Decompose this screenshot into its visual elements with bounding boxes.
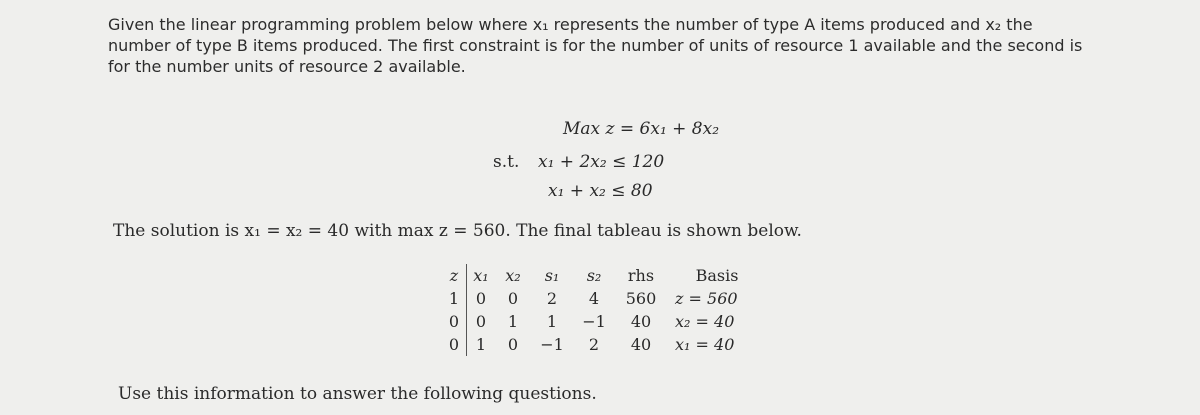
tableau-header-cell: z: [449, 266, 459, 285]
tableau-header-cell: Basis: [695, 266, 739, 285]
tableau-header-row: [442, 264, 767, 287]
tableau-row: [442, 333, 767, 356]
tableau-row: [442, 287, 767, 310]
final-tableau: [442, 264, 768, 356]
tableau-cell: 4: [588, 289, 600, 308]
tableau-cell: 1: [546, 312, 558, 331]
problem-intro: [108, 14, 1083, 77]
tableau-header-cell: s₁: [544, 266, 560, 285]
tableau-cell: 0: [507, 335, 519, 354]
tableau-cell: 40: [630, 335, 652, 354]
tableau-cell: 2: [588, 335, 600, 354]
tableau-cell: 0: [507, 289, 519, 308]
tableau-cell: −1: [540, 335, 564, 354]
tableau-cell: 1: [448, 289, 460, 308]
intro-text: Given the linear programming problem below where x₁ represents the number of type A items produced and x₂ the number of type B items produced. The first constraint is for the number of units of resource 1 available and the second is for the number units of resource 2 available.: [108, 15, 1083, 76]
tableau-header-cell: rhs: [627, 266, 655, 285]
tableau-cell: 560: [625, 289, 657, 308]
instruction-footer: Use this information to answer the following questions.: [118, 384, 597, 404]
objective-function: Max z = 6x₁ + 8x₂: [563, 119, 720, 139]
tableau-cell: 0: [467, 287, 496, 310]
tableau-cell: 0: [448, 335, 460, 354]
tableau-basis-cell: x₁ = 40: [675, 335, 735, 354]
tableau-cell: 0: [448, 312, 460, 331]
tableau-cell: 1: [507, 312, 519, 331]
tableau-header-cell: s₂: [586, 266, 602, 285]
subject-to-label: s.t.: [493, 152, 520, 172]
tableau-header-cell: x₁: [467, 264, 496, 287]
tableau-basis-cell: x₂ = 40: [675, 312, 735, 331]
tableau-cell: 0: [467, 310, 496, 333]
constraint-2: x₁ + x₂ ≤ 80: [548, 181, 653, 201]
constraint-1: x₁ + 2x₂ ≤ 120: [538, 152, 665, 172]
tableau-basis-cell: z = 560: [675, 289, 738, 308]
tableau-cell: 1: [467, 333, 496, 356]
tableau-row: [442, 310, 767, 333]
tableau-cell: −1: [582, 312, 606, 331]
tableau-header-cell: x₂: [505, 266, 521, 285]
tableau-cell: 2: [546, 289, 558, 308]
solution-statement: The solution is x₁ = x₂ = 40 with max z = 560. The final tableau is shown below.: [113, 221, 802, 241]
tableau-cell: 40: [630, 312, 652, 331]
